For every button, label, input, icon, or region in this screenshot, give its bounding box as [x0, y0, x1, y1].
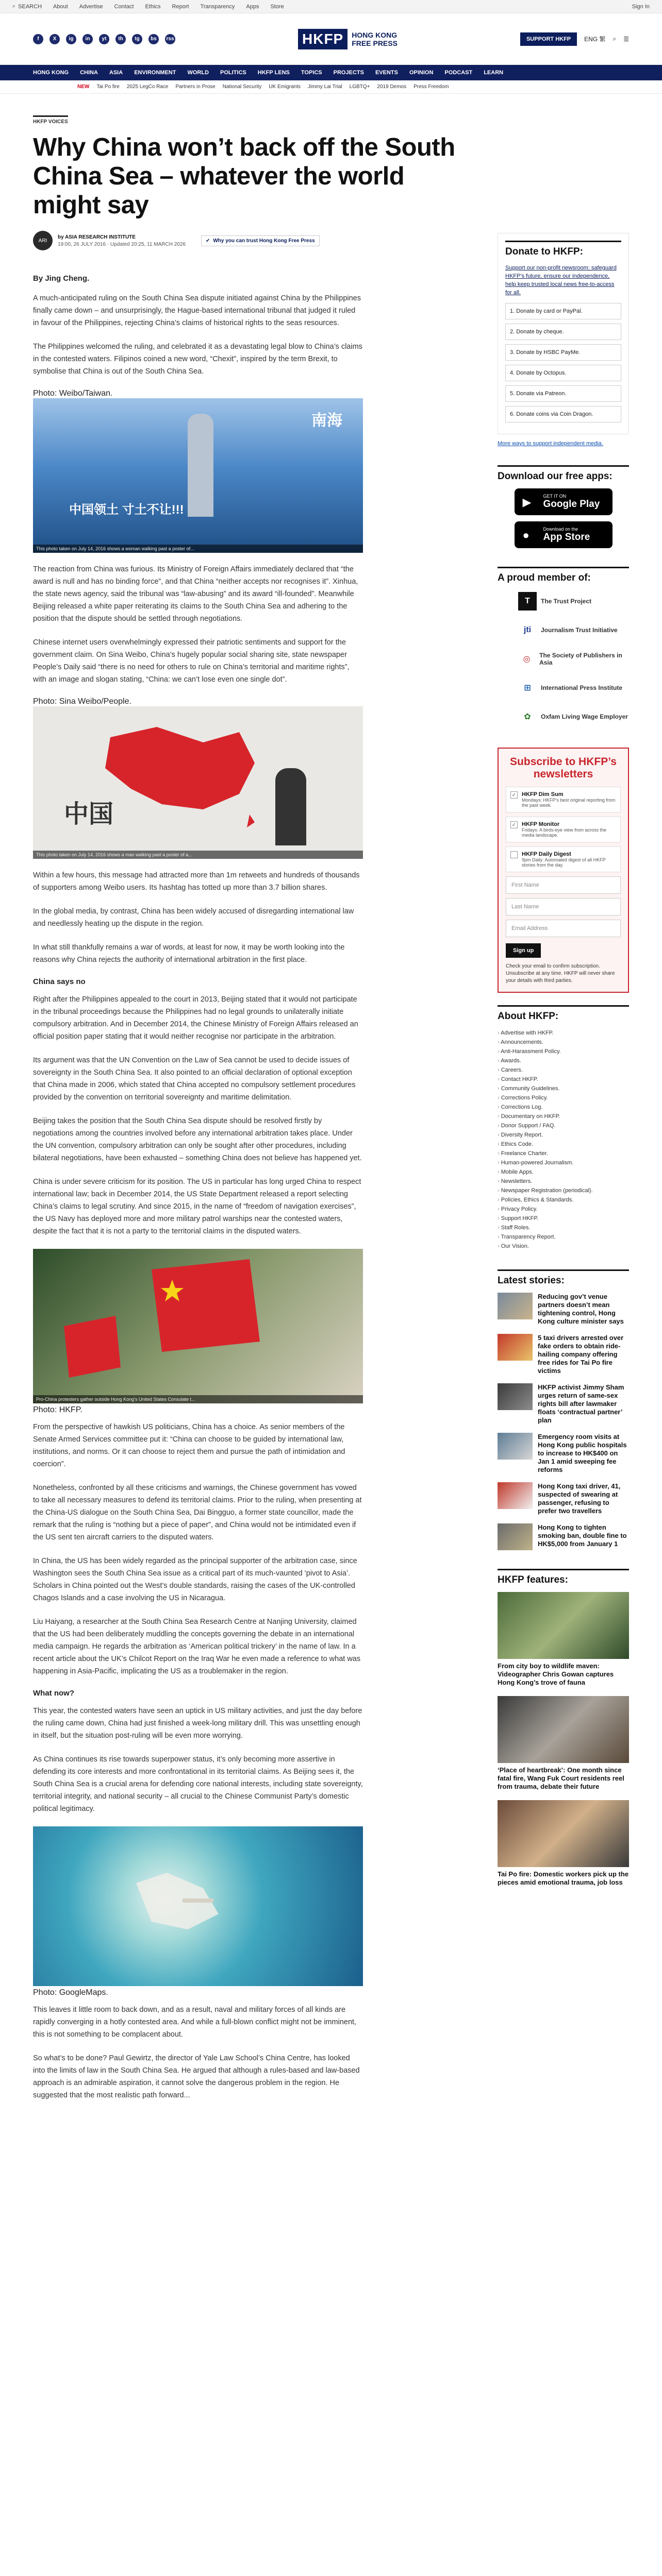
latest-story[interactable]: Hong Kong to tighten smoking ban, double fine to HK$5,000 from January 1: [498, 1523, 629, 1550]
paragraph: As China continues its rise towards superpower status, it’s only becoming more assertive in defending its core interests and more confrontational in its territorial claims. As Beijing sees it, the South China Sea is a crucial arena for defending core national interests, including state sovereignty, territorial integrity, and national security – all crucial to the Chinese Communist Party’s domestic political legitimacy.: [33, 1755, 363, 1813]
trending-item[interactable]: Press Freedom: [413, 84, 449, 90]
trending-item[interactable]: Jimmy Lai Trial: [307, 84, 342, 90]
nav-learn[interactable]: LEARN: [484, 70, 504, 76]
paragraph: A much-anticipated ruling on the South China Sea dispute initiated against China by the Philippines finally came down – and unsurprisingly, the Hague-based international tribunal that judged it ruled in favour of the Philippines, rejecting China’s claims of historical rights to the seas resources.: [33, 294, 361, 327]
play-icon: ▶: [522, 496, 532, 509]
article-author: By Jing Cheng.: [33, 274, 90, 283]
paragraph: The reaction from China was furious. Its Ministry of Foreign Affairs immediately declared that “the award is null and has no binding force”, and that China “neither accepts nor recognises it”. Xinhua, the state news agency, said the tribunal was “law-abusing” and its award “ill-founded”. Meanwhile Beijing released a white paper reiterating its claims to the South China Sea and adhering to the position that the dispute should be settled through negotiations.: [33, 565, 358, 623]
topbar-store[interactable]: Store: [270, 3, 284, 10]
story-thumbnail: [498, 1482, 533, 1509]
nav-projects[interactable]: PROJECTS: [333, 70, 364, 76]
story-thumbnail: [498, 1696, 629, 1763]
trending-item[interactable]: 2025 LegCo Race: [126, 84, 169, 90]
trending-item[interactable]: LGBTQ+: [349, 84, 370, 90]
story-thumbnail: [498, 1334, 533, 1361]
donate-option[interactable]: 3. Donate by HSBC PayMe.: [505, 344, 621, 361]
newsletter-option[interactable]: ✓ HKFP Monitor Fridays: A birds-eye view from across the media landscape.: [506, 817, 621, 842]
newsletter-option[interactable]: ✓ HKFP Dim Sum Mondays: HKFP’s best original reporting from the past week.: [506, 787, 621, 812]
about-link[interactable]: › Awards.: [498, 1056, 629, 1065]
donate-option[interactable]: 2. Donate by cheque.: [505, 324, 621, 340]
poster-overlay-text: 中国: [64, 801, 114, 828]
image-caption: Pro-China protesters gather outside Hong Kong’s United States Consulate t...: [33, 1395, 363, 1403]
poster-image: [33, 398, 363, 553]
main-nav: [0, 65, 662, 80]
nav-podcast[interactable]: PODCAST: [444, 70, 473, 76]
about-link[interactable]: › Ethics Code.: [498, 1140, 629, 1149]
threads-icon[interactable]: th: [115, 34, 126, 44]
nav-politics[interactable]: POLITICS: [220, 70, 246, 76]
byline-author[interactable]: by ASIA RESEARCH INSTITUTE: [58, 234, 136, 240]
apps-title: Download our free apps:: [498, 465, 629, 482]
image-caption: This photo taken on July 14, 2016 shows a man walking past a poster of a...: [33, 851, 363, 859]
search-link[interactable]: ⌕ SEARCH: [12, 3, 42, 10]
story-thumbnail: [498, 1433, 533, 1460]
checkbox[interactable]: [510, 851, 518, 858]
satellite-image: [33, 1826, 363, 1986]
donate-option[interactable]: 1. Donate by card or PayPal.: [505, 303, 621, 319]
menu-icon[interactable]: ☰: [623, 35, 629, 43]
about-title: About HKFP:: [498, 1005, 629, 1022]
paragraph: In China, the US has been widely regarded as the principal supporter of the arbitration case, since Washington sees the South China Sea issue as a critical part of its much-vaunted ‘pivot to Asia’. Scholars in China pointed out the West’s double standards, raising the cases of the UK-controlled Chagos Islands and a case involving the US in Nicaragua.: [33, 1557, 357, 1602]
trending-item[interactable]: Partners in Prose: [175, 84, 216, 90]
figure-satellite[interactable]: [33, 1826, 363, 1986]
email-input[interactable]: Email Address: [506, 920, 621, 937]
poster-image: [33, 706, 363, 859]
page-body: [0, 94, 662, 2113]
paragraph: This leaves it little room to back down, and as a result, naval and military forces of all kinds are rapidly converging in a hotly contested area. And while a full-blown conflict might not be imminent, this is not something to be complacent about.: [33, 2006, 357, 2039]
story-thumbnail: [498, 1523, 533, 1550]
about-link[interactable]: › Support HKFP.: [498, 1214, 629, 1223]
author-avatar: ARI: [33, 231, 53, 250]
poster-overlay-text: 中国领土 寸土不让!!!: [69, 503, 184, 517]
sign-in-link[interactable]: Sign In: [632, 3, 650, 10]
nav-opinion[interactable]: OPINION: [409, 70, 434, 76]
instagram-icon[interactable]: ig: [66, 34, 76, 44]
nav-hong-kong[interactable]: HONG KONG: [33, 70, 69, 76]
support-button[interactable]: SUPPORT HKFP: [520, 32, 577, 46]
about-link[interactable]: › Corrections Policy.: [498, 1093, 629, 1103]
sopa-icon: ◎: [523, 655, 531, 664]
masthead: [0, 13, 662, 65]
feature-story[interactable]: From city boy to wildlife maven: Videographer Chris Gowan captures Hong Kong’s trove of fauna: [498, 1592, 629, 1687]
paragraph: Nonetheless, confronted by all these criticisms and warnings, the Chinese government has vowed to take all necessary measures to defend its territorial claims. Prior to the ruling, when presenting at the China-US dialogue on the South China Sea, Dai Bingguo, a former state councillor, made the remark that the ruling is “nothing but a piece of paper”, and China would not be intimidated even if the US sent ten aircraft carriers to the disputed waters.: [33, 1484, 362, 1541]
paragraph: China is under severe criticism for its position. The US in particular has long urged China to respect international law; back in December 2014, the US State Department released a report selecting China’s claims to legal scrutiny. And since 2015, in the name of “freedom of navigation exercises”, the US Navy has deployed more and more military patrol warships near the contested waters, despite the fact that it is not a party to the territorial claims in the disputed waters.: [33, 1178, 361, 1235]
trust-badge[interactable]: ✔ Why you can trust Hong Kong Free Press: [201, 235, 320, 246]
member-title: A proud member of:: [498, 567, 629, 584]
donate-option[interactable]: 4. Donate by Octopus.: [505, 365, 621, 381]
story-thumbnail: [498, 1293, 533, 1319]
latest-story[interactable]: Emergency room visits at Hong Kong public hospitals to increase to HK$400 on Jan 1 amid sweeping fee reforms: [498, 1433, 629, 1474]
about-link[interactable]: › Announcements.: [498, 1038, 629, 1047]
donate-title: Donate to HKFP:: [505, 241, 621, 258]
jti-icon: jti: [523, 625, 532, 634]
latest-story[interactable]: HKFP activist Jimmy Sham urges return of same-sex rights bill after lawmaker floats ‘contractual partner’ plan: [498, 1383, 629, 1425]
paragraph: So what’s to be done? Paul Gewirtz, the director of Yale Law School’s China Centre, has looked into the limits of law in the South China Sea. He argued that although a rules-based and law-based approach is an admirable aspiration, it cannot solve the dangerous problem in the region. He suggested that the most realistic path forward...: [33, 2054, 360, 2099]
byline: [33, 231, 474, 250]
paragraph: From the perspective of hawkish US politicians, China has a choice. As senior members of the Senate Armed Services committee put it: “China can choose to be guided by international law, institutions, and norms. Or it can choose to reject them and pursue the path of intimidation and coercion”.: [33, 1423, 345, 1468]
checkbox[interactable]: ✓: [510, 791, 518, 799]
checkbox[interactable]: ✓: [510, 821, 518, 828]
trending-item[interactable]: UK Emigrants: [269, 84, 301, 90]
nav-asia[interactable]: ASIA: [109, 70, 123, 76]
nav-hkfp-lens[interactable]: HKFP LENS: [257, 70, 290, 76]
member-sopa[interactable]: ◎ The Society of Publishers in Asia: [518, 649, 629, 669]
first-name-input[interactable]: First Name: [506, 876, 621, 894]
language-switch[interactable]: ENG 繁: [584, 36, 606, 43]
logo-mark: HKFP: [298, 29, 347, 49]
article-title: Why China won’t back off the South China Sea – whatever the world might say: [33, 133, 455, 219]
poster-overlay-text: 南海: [311, 412, 342, 429]
figure-poster-south-sea[interactable]: [33, 398, 363, 553]
donate-text[interactable]: Support our non-profit newsroom: safeguard HKFP’s future, ensure our independence, help keep trusted local news free-to-access for all.: [505, 265, 617, 296]
story-thumbnail: [498, 1592, 629, 1659]
trending-nav: [0, 80, 662, 94]
about-list: [498, 1028, 629, 1251]
new-label: NEW: [77, 84, 90, 90]
nav-china[interactable]: CHINA: [80, 70, 98, 76]
image-caption: This photo taken on July 14, 2016 shows a woman walking past a poster of...: [33, 545, 363, 553]
paragraph: Beijing takes the position that the South China Sea dispute should be resolved firstly by negotiations among the countries involved before any international arbitration takes place. Under the UN convention, compulsory arbitration can only be sought after other procedures, including bilateral negotiations, have been exhausted – something China does not believe has happened yet.: [33, 1117, 362, 1162]
trust-icon: ✔: [205, 238, 210, 244]
figure-china-map-poster[interactable]: [33, 706, 363, 859]
facebook-icon[interactable]: f: [33, 34, 43, 44]
logo-line-1: HONG KONG: [352, 30, 398, 39]
nav-topics[interactable]: TOPICS: [301, 70, 322, 76]
about-link[interactable]: › Careers.: [498, 1065, 629, 1075]
about-link[interactable]: › Diversity Report.: [498, 1130, 629, 1140]
paragraph: This year, the contested waters have seen an uptick in US military activities, and just the day before the ruling came down, China had just finished a week-long military drill. This was unsettling enough in itself, but the situation post-ruling will be even more worrying.: [33, 1707, 362, 1740]
image-credit: Photo: Weibo/Taiwan.: [33, 389, 113, 398]
about-link[interactable]: › Privacy Policy.: [498, 1205, 629, 1214]
search-icon: ⌕: [12, 3, 16, 9]
newsletter-box: [498, 748, 629, 993]
paragraph: Right after the Philippines appealed to the court in 2013, Beijing stated that it would not participate in the tribunal proceedings because the Philippines had no legal grounds to unilaterally initiate compulsory arbitration. And in December 2014, the Chinese Ministry of Foreign Affairs released an official position paper stating that it would neither recognise nor participate in the arbitration.: [33, 995, 358, 1041]
x-icon[interactable]: X: [49, 34, 60, 44]
topbar-advertise[interactable]: Advertise: [79, 3, 103, 10]
sidebar: [498, 94, 629, 2113]
about-link[interactable]: › Policies, Ethics & Standards.: [498, 1195, 629, 1205]
trending-item[interactable]: National Security: [222, 84, 262, 90]
latest-story[interactable]: Reducing gov’t venue partners doesn’t mean tightening control, Hong Kong culture minister says: [498, 1293, 629, 1326]
about-link[interactable]: › Advertise with HKFP.: [498, 1028, 629, 1038]
byline-dates: 19:00, 26 JULY 2016 · Updated 20:25, 11 MARCH 2026: [58, 241, 186, 247]
newsletter-note: Check your email to confirm subscription. Unsubscribe at any time. HKFP will never share your details with third parties.: [506, 963, 615, 984]
about-link[interactable]: › Community Guidelines.: [498, 1084, 629, 1093]
china-map-shape: [33, 706, 363, 859]
latest-story[interactable]: 5 taxi drivers arrested over fake orders to obtain ride-hailing company offering free rides for Tai Po fire victims: [498, 1334, 629, 1375]
article-body: [33, 292, 474, 2102]
about-link[interactable]: › Staff Roles.: [498, 1223, 629, 1232]
search-icon[interactable]: ⌕: [613, 35, 617, 42]
nav-events[interactable]: EVENTS: [375, 70, 398, 76]
paragraph: Chinese internet users overwhelmingly expressed their patriotic sentiments and support for the government claim. On Sina Weibo, China’s hugely popular social sharing site, state newspaper People’s Daily said “there is no need for others to rule on China’s territorial and maritime rights”, with an image and slogan stating, “China: we can’t lose even one single dot”.: [33, 638, 350, 684]
article: [33, 94, 474, 2113]
top-utility-bar: [0, 0, 662, 13]
site-logo[interactable]: [298, 29, 398, 49]
paragraph: In the global media, by contrast, China has been widely accused of disregarding international law and needlessly heating up the dispute in the region.: [33, 907, 354, 928]
section-heading: What now?: [33, 1689, 74, 1698]
about-link[interactable]: › Newsletters.: [498, 1177, 629, 1186]
figure-silhouette: [275, 768, 306, 845]
donate-box: [498, 233, 629, 434]
feature-story[interactable]: Tai Po fire: Domestic workers pick up the pieces amid emotional trauma, job loss: [498, 1800, 629, 1887]
protest-image: [33, 1249, 363, 1403]
trust-project-icon: T: [518, 592, 537, 611]
newsletter-option[interactable]: HKFP Daily Digest 9pm Daily: Automated digest of all HKFP stories from the day.: [506, 846, 621, 872]
member-oxfam[interactable]: ✿ Oxfam Living Wage Employer: [518, 706, 629, 727]
donate-more-link[interactable]: More ways to support independent media.: [498, 440, 603, 447]
member-jti[interactable]: jti Journalism Trust Initiative: [518, 620, 629, 640]
island-shape: [33, 1826, 363, 1986]
social-links: [33, 34, 175, 44]
about-link[interactable]: › Corrections Log.: [498, 1103, 629, 1112]
member-ipi[interactable]: ⊞ International Press Institute: [518, 677, 629, 698]
trending-item[interactable]: 2019 Demos: [377, 84, 407, 90]
donate-option[interactable]: 6. Donate coins via Coin Dragon.: [505, 406, 621, 422]
topbar-apps[interactable]: Apps: [246, 3, 259, 10]
paragraph: Its argument was that the UN Convention on the Law of Sea cannot be used to decide issues of sovereignty in the South China Sea. It also pointed to an official declaration of optional exception that China made in 2006, which stated that China accepted no compulsory settlement procedures provided by the convention on territorial sovereignty and maritime delimitation.: [33, 1056, 356, 1101]
topbar-ethics[interactable]: Ethics: [145, 3, 161, 10]
about-link[interactable]: › Newspaper Registration (periodical).: [498, 1186, 629, 1195]
telegram-icon[interactable]: tg: [132, 34, 142, 44]
newsletter-title: Subscribe to HKFP’s newsletters: [510, 756, 617, 780]
nav-world[interactable]: WORLD: [187, 70, 209, 76]
section-heading: China says no: [33, 977, 86, 986]
google-play-button[interactable]: ▶ GET IT ON Google Play: [515, 488, 613, 515]
latest-title: Latest stories:: [498, 1269, 629, 1286]
article-kicker[interactable]: HKFP VOICES: [33, 115, 68, 125]
china-flag-shape: [33, 1249, 363, 1403]
bluesky-icon[interactable]: bs: [148, 34, 159, 44]
image-credit: Photo: HKFP.: [33, 1405, 82, 1414]
story-thumbnail: [498, 1383, 533, 1410]
member-logos: [518, 591, 629, 727]
logo-line-2: FREE PRESS: [352, 39, 398, 47]
feature-story[interactable]: ‘Place of heartbreak’: One month since fatal fire, Wang Fuk Court residents reel from trauma, debate their future: [498, 1696, 629, 1791]
paragraph: Liu Haiyang, a researcher at the South China Sea Research Centre at Nanjing University, claimed that the US had been deliberately muddling the concepts governing the debate in an international media campaign. He regards the arbitration as ‘American political trickery’ in the name of law. In a recent article about the UK’s Chilcot Report on the Iraq War he even made a reference to what was happening in Asia-Pacific, implicating the US as a troublemaker in the region.: [33, 1618, 361, 1675]
last-name-input[interactable]: Last Name: [506, 898, 621, 916]
about-link[interactable]: › Human-powered Journalism.: [498, 1158, 629, 1167]
topbar-transparency[interactable]: Transparency: [200, 3, 235, 10]
about-link[interactable]: › Freelance Charter.: [498, 1149, 629, 1158]
trending-item[interactable]: Tai Po fire: [96, 84, 120, 90]
story-thumbnail: [498, 1800, 629, 1867]
figure-silhouette: [188, 414, 213, 517]
about-link[interactable]: › Our Vision.: [498, 1242, 629, 1251]
about-link[interactable]: › Mobile Apps.: [498, 1167, 629, 1177]
paragraph: In what still thankfully remains a war of words, at least for now, it may be worth looking into the reasons why China rejects the authority of international arbitration in the first place.: [33, 943, 345, 964]
topbar-contact[interactable]: Contact: [114, 3, 134, 10]
sign-up-button[interactable]: Sign up: [506, 943, 541, 958]
rss-icon[interactable]: rss: [165, 34, 175, 44]
ipi-icon: ⊞: [524, 684, 531, 692]
apple-icon: ●: [522, 529, 529, 541]
oxfam-icon: ✿: [524, 713, 531, 721]
about-link[interactable]: › Anti-Harassment Policy.: [498, 1047, 629, 1056]
member-trust-project[interactable]: T The Trust Project: [518, 591, 629, 612]
youtube-icon[interactable]: yt: [99, 34, 109, 44]
nav-environment[interactable]: ENVIRONMENT: [134, 70, 176, 76]
image-credit: Photo: Sina Weibo/People.: [33, 697, 131, 706]
figure-protest[interactable]: [33, 1249, 363, 1403]
about-link[interactable]: › Contact HKFP.: [498, 1075, 629, 1084]
features-title: HKFP features:: [498, 1569, 629, 1586]
topbar-report[interactable]: Report: [172, 3, 189, 10]
about-link[interactable]: › Transparency Report.: [498, 1232, 629, 1242]
paragraph: The Philippines welcomed the ruling, and celebrated it as a devastating legal blow to China’s claims in the contested waters. Filipinos coined a new word, “Chexit”, inspired by the term Brexit, to symbolise that China is out of the South China Sea.: [33, 343, 362, 376]
image-credit: Photo: GoogleMaps.: [33, 1988, 108, 1997]
paragraph: Within a few hours, this message had attracted more than 1m retweets and hundreds of thousands of supporters among Weibo users. Its hashtag has totted up more than 3.7 billion shares.: [33, 871, 360, 892]
donate-option[interactable]: 5. Donate via Patreon.: [505, 385, 621, 402]
about-link[interactable]: › Documentary on HKFP.: [498, 1112, 629, 1121]
app-store-button[interactable]: ● Download on the App Store: [515, 521, 613, 548]
topbar-about[interactable]: About: [53, 3, 68, 10]
latest-story[interactable]: Hong Kong taxi driver, 41, suspected of swearing at passenger, refusing to prefer two travellers: [498, 1482, 629, 1515]
linkedin-icon[interactable]: in: [82, 34, 93, 44]
about-link[interactable]: › Donor Support / FAQ.: [498, 1121, 629, 1130]
